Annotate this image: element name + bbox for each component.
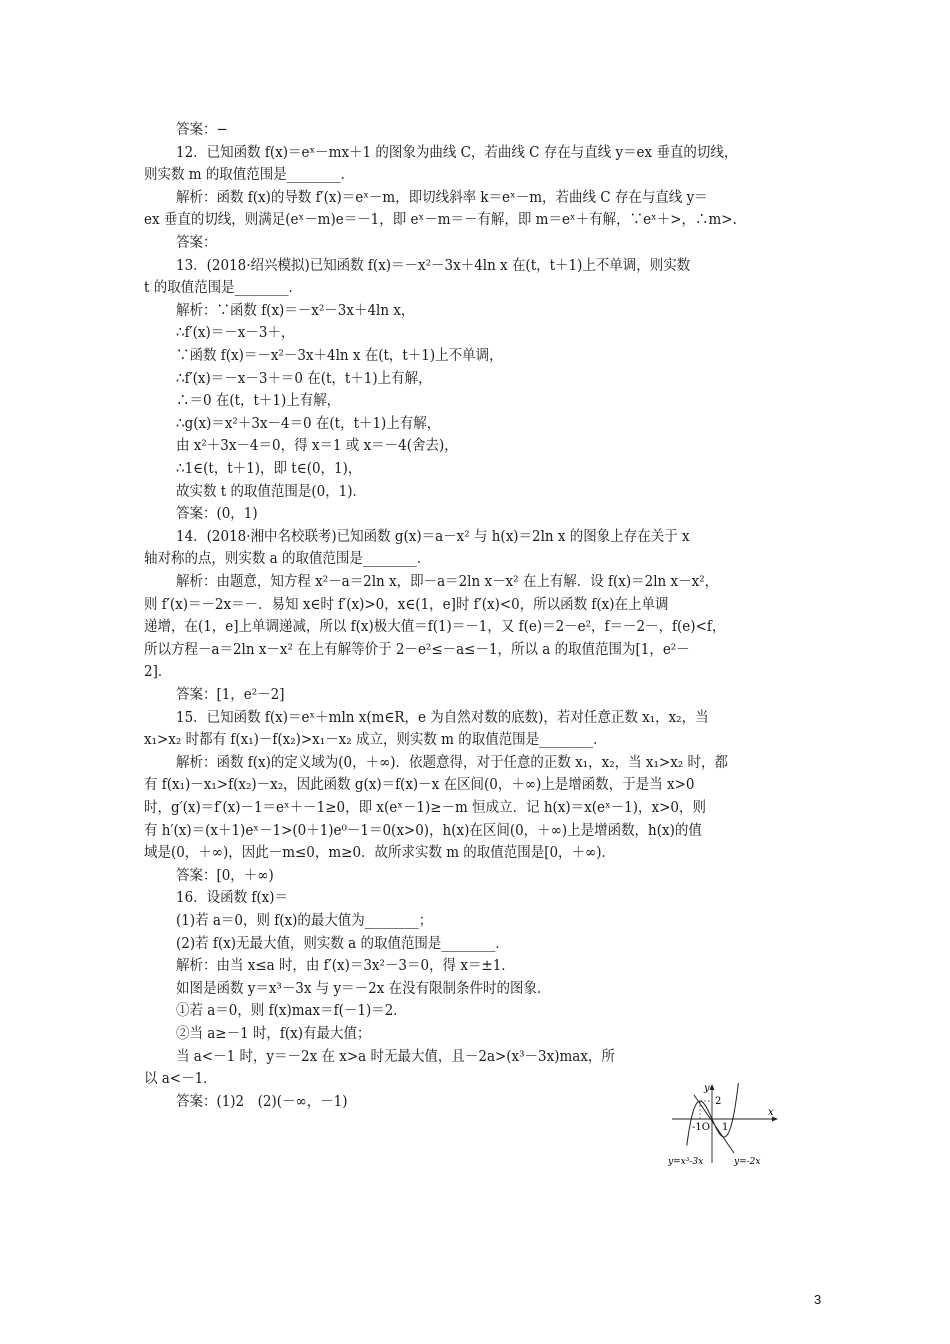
text-line: 14．(2018·湘中名校联考)已知函数 g(x)＝a－x² 与 h(x)＝2ln x 的图象上存在关于 x [176,528,690,545]
text-line: 递增，在(1，e]上单调递减，所以 f(x)极大值＝f(1)＝－1，又 f(e)＝2－e²，f＝－2－，f(e)<f， [144,619,726,636]
text-line: 由 x²＋3x－4＝0，得 x＝1 或 x＝－4(舍去)， [176,438,458,455]
text-line: 故实数 t 的取值范围是(0，1)． [176,483,367,500]
line-label: y=-2x [734,1157,761,1167]
text-line: ①若 a＝0，则 f(x)max＝f(－1)＝2． [176,1003,407,1020]
text-line: (1)若 a＝0，则 f(x)的最大值为________； [176,913,433,929]
text-line: 时，g′(x)＝f′(x)－1＝eˣ＋－1≥0，即 x(eˣ－1)≥－m 恒成立．记 h(x)＝x(eˣ－1)，x>0，则 [144,800,706,816]
page-number: 3 [814,1292,822,1307]
text-line: 2]． [144,664,172,681]
text-line: 13．(2018·绍兴模拟)已知函数 f(x)＝－x²－3x＋4ln x 在(t，t＋1)上不单调，则实数 [176,257,691,274]
text-line: 答案：[0，＋∞) [176,867,274,884]
text-line: 当 a<－1 时，y＝－2x 在 x>a 时无最大值，且－2a>(x³－3x)max，所 [176,1048,615,1065]
text-line: (2)若 f(x)无最大值，则实数 a 的取值范围是________． [176,935,509,952]
text-line: ∴f′(x)＝－x－3＋， [176,325,295,342]
text-line: 以 a<－1． [144,1071,217,1088]
text-line: x₁>x₂ 时都有 f(x₁)－f(x₂)>x₁－x₂ 成立，则实数 m 的取值范围是________． [144,732,607,749]
text-line: 答案： [176,235,217,251]
text-line: 轴对称的点，则实数 a 的取值范围是________． [144,551,431,568]
y-axis-label: y [704,1083,710,1094]
text-line: 答案：(1)2 (2)(－∞，－1) [176,1093,348,1110]
text-line: 解析：函数 f(x)的导数 f′(x)＝eˣ－m，即切线斜率 k＝eˣ－m，若曲线 C 存在与直线 y＝ [176,189,708,206]
text-line: 则实数 m 的取值范围是________． [144,167,355,184]
curve-label: y=x³-3x [668,1157,704,1167]
text-line: 答案：(0，1) [176,506,258,523]
text-line: ∴＝0 在(t，t＋1)上有解， [176,393,341,410]
text-line: ②当 a≥－1 时，f(x)有最大值； [176,1026,371,1042]
text-line: 解析：由当 x≤a 时，由 f′(x)＝3x²－3＝0，得 x＝±1． [176,958,515,975]
cubic-curve [687,1083,739,1146]
text-line: ∴g(x)＝x²＋3x－4＝0 在(t，t＋1)上有解， [176,415,441,432]
text-line: 如图是函数 y＝x³－3x 与 y＝－2x 在没有限制条件时的图象． [176,980,551,997]
text-line: ∴1∈(t，t＋1)，即 t∈(0，1)， [176,461,362,477]
text-line: ex 垂直的切线，则满足(eˣ－m)e＝－1，即 eˣ－m＝－有解，即 m＝eˣ＋有解，∵eˣ＋>，∴m>. [144,212,737,229]
text-line: 有 h′(x)＝(x＋1)eˣ－1>(0＋1)e⁰－1＝0(x>0)，h(x)在区间(0，＋∞)上是增函数，h(x)的值 [144,822,702,839]
x-tick-minus1-origin: -1O [692,1122,710,1133]
y-tick-2: 2 [715,1096,722,1107]
text-line: 答案：− [176,122,228,138]
text-line: 答案：[1，e²－2] [176,687,285,703]
x-axis-label: x [768,1107,774,1118]
text-line: 16．设函数 f(x)＝ [176,890,288,907]
x-tick-1: 1 [722,1122,729,1133]
text-line: 有 f(x₁)－x₁>f(x₂)－x₂，因此函数 g(x)＝f(x)－x 在区间(0，＋∞)上是增函数，于是当 x>0 [144,777,695,794]
text-line: 域是(0，＋∞)，因此－m≤0，m≥0．故所求实数 m 的取值范围是[0，＋∞)． [144,845,616,862]
text-line: 解析：由题意，知方程 x²－a＝2ln x，即－a＝2ln x－x² 在上有解．设 f(x)＝2ln x－x²， [176,574,719,590]
text-line: 所以方程－a＝2ln x－x² 在上有解等价于 2－e²≤－a≤－1，所以 a 的取值范围为[1，e²－ [144,641,690,658]
text-line: 15．已知函数 f(x)＝eˣ＋mln x(m∈R，e 为自然对数的底数)，若对任意正数 x₁，x₂，当 [176,709,709,726]
text-line: 12．已知函数 f(x)＝eˣ－mx＋1 的图象为曲线 C，若曲线 C 存在与直线 y＝ex 垂直的切线， [176,144,738,161]
function-graph-figure [668,1083,786,1167]
text-line: t 的取值范围是________． [144,280,303,297]
y-axis-arrow [710,1084,715,1090]
text-line: 解析：函数 f(x)的定义域为(0，＋∞)．依题意得，对于任意的正数 x₁，x₂，当 x₁>x₂ 时，都 [176,754,728,771]
text-line: 则 f′(x)＝－2x＝－．易知 x∈时 f′(x)>0，x∈(1，e]时 f′(x)<0，所以函数 f(x)在上单调 [144,596,669,613]
text-line: 解析：∵函数 f(x)＝－x²－3x＋4ln x， [176,302,415,319]
text-line: ∵函数 f(x)＝－x²－3x＋4ln x 在(t，t＋1)上不单调， [176,348,503,364]
text-line: ∴f′(x)＝－x－3＋＝0 在(t，t＋1)上有解， [176,370,432,387]
